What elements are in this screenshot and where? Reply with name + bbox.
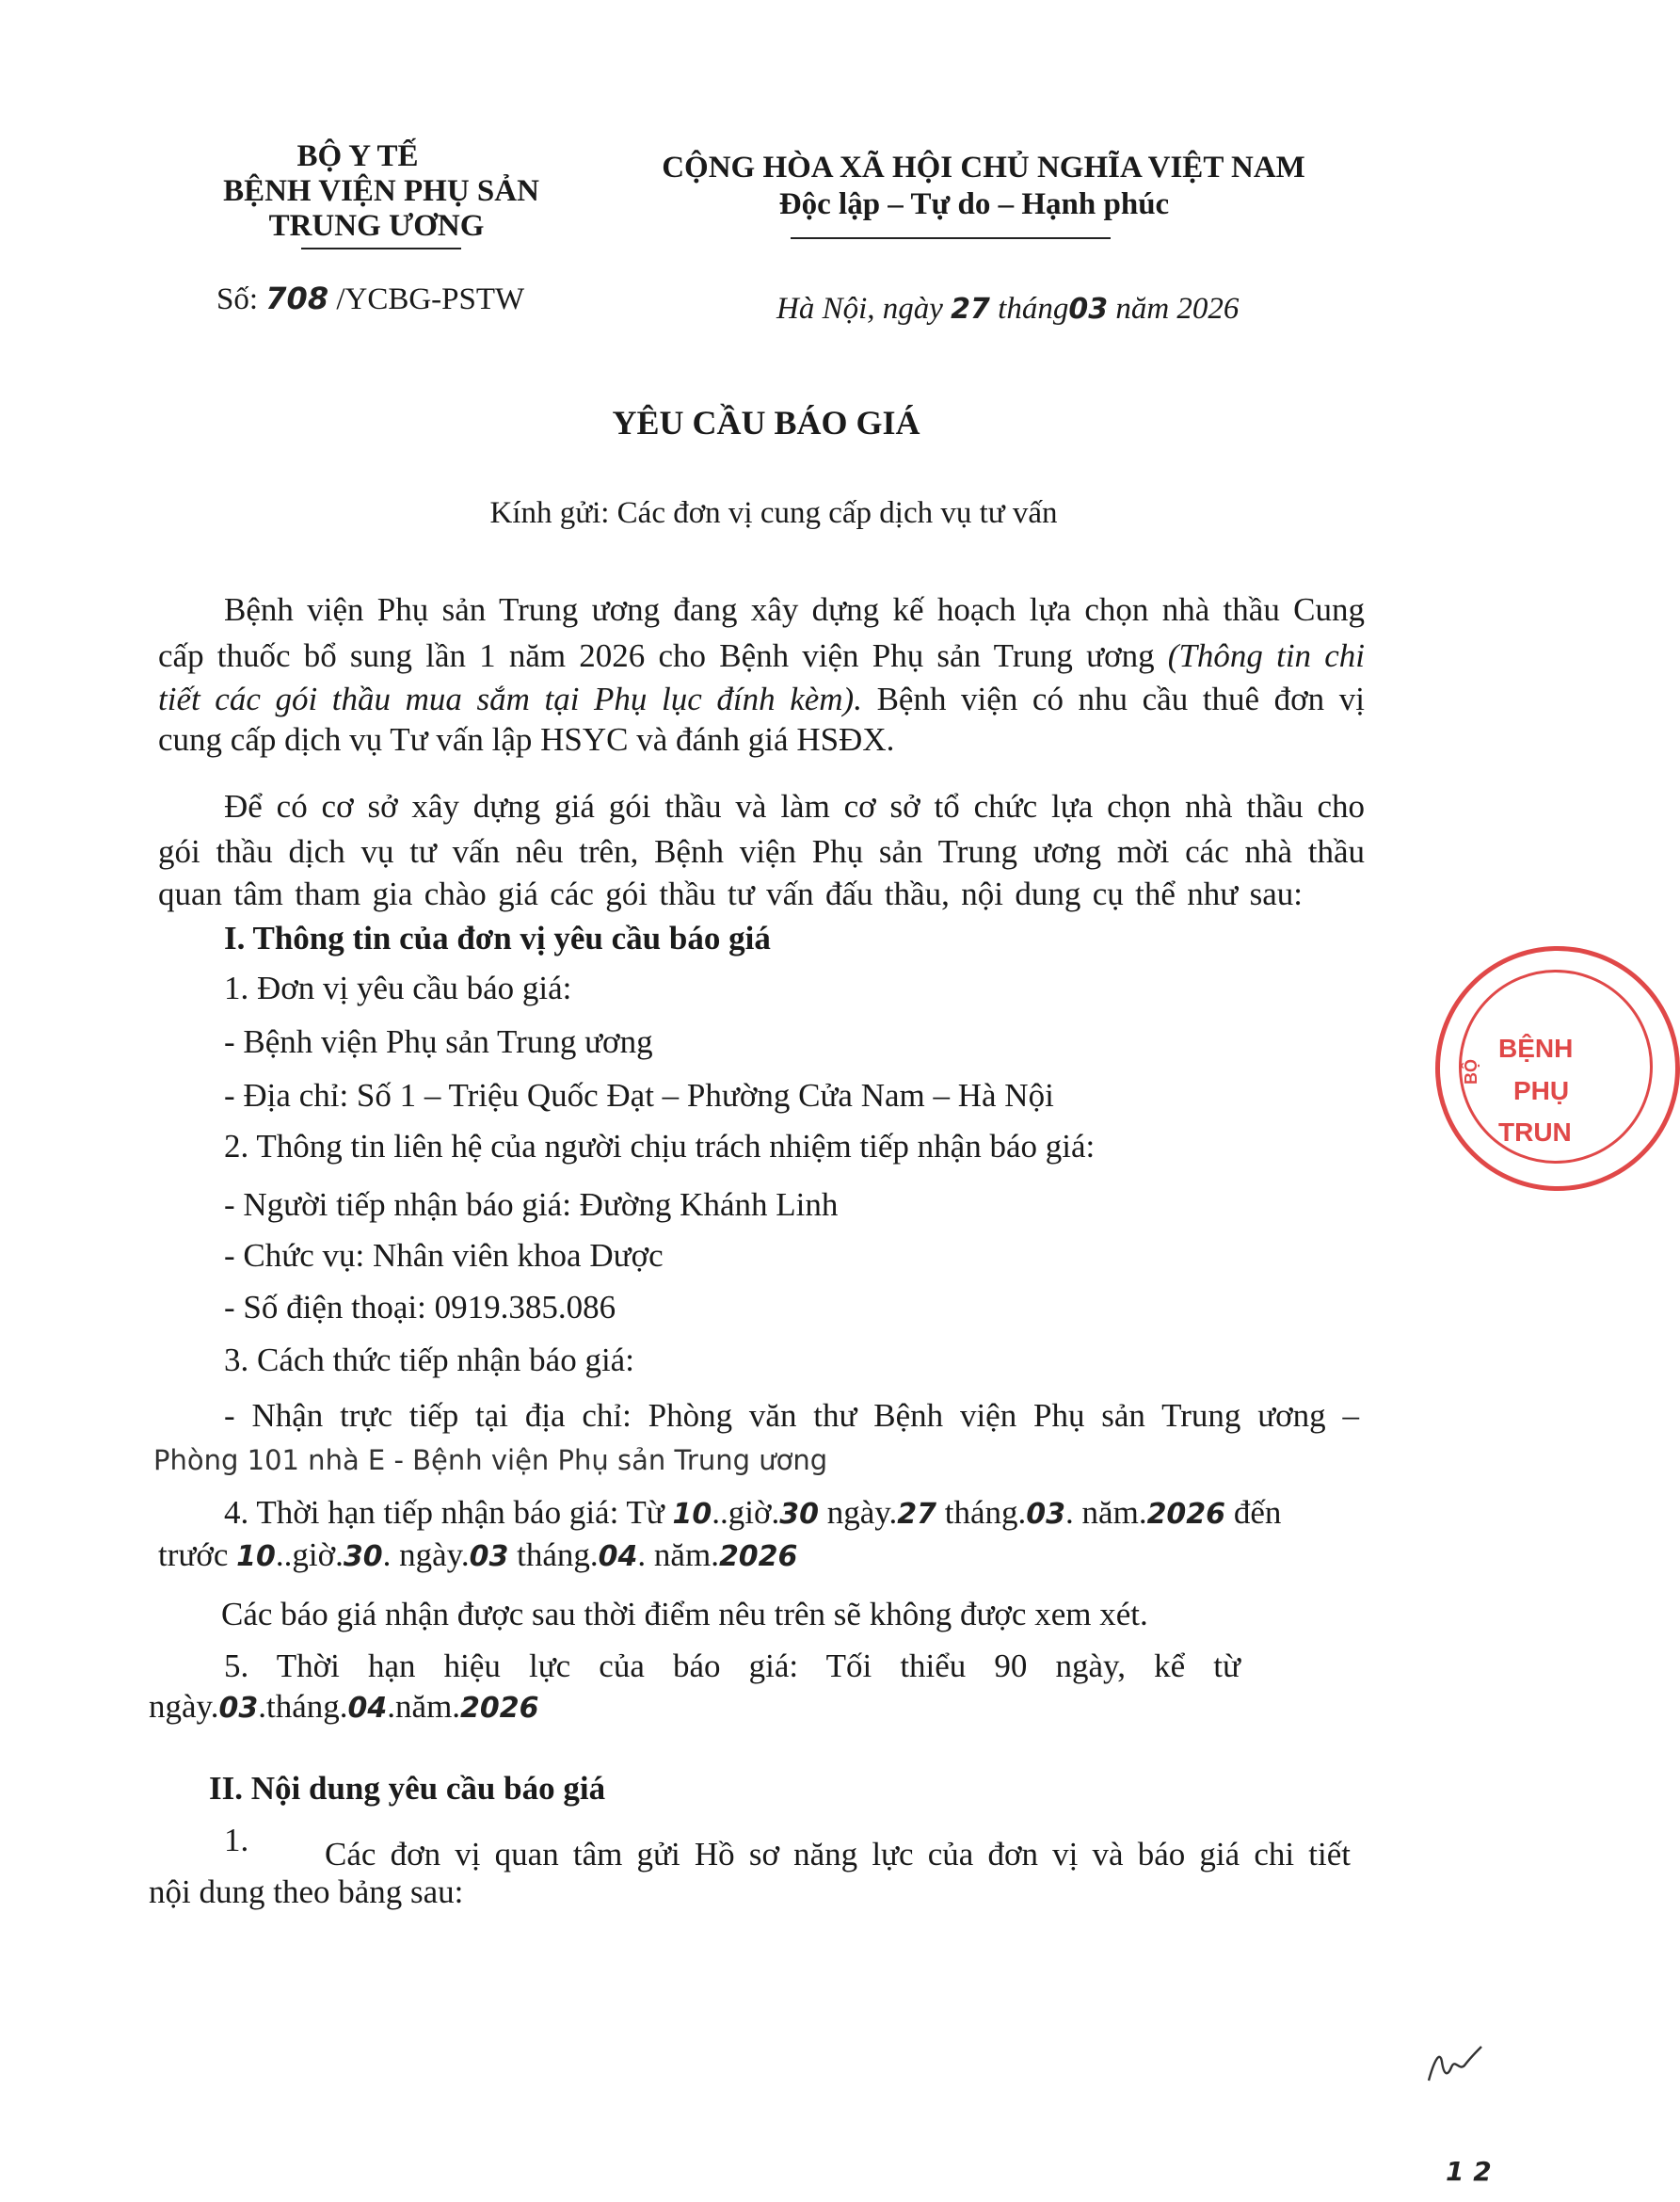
section1-item4-line2: trước 10..giờ.30. ngày.03 tháng.04. năm.2026 [158, 1536, 798, 1573]
section2-item1-line2: nội dung theo bảng sau: [149, 1873, 464, 1910]
date-prefix: Hà Nội, ngày [776, 292, 943, 326]
page-mark: 1 2 [1446, 2156, 1492, 2187]
section1-item2-c: - Số điện thoại: 0919.385.086 [224, 1289, 616, 1326]
section1-item4-line1: 4. Thời hạn tiếp nhận báo giá: Từ 10..giờ.30 ngày.27 tháng.03. năm.2026 đến [224, 1494, 1282, 1531]
intro-p2-line2: gói thầu dịch vụ tư vấn nêu trên, Bệnh viện Phụ sản Trung ương mời các nhà thầu [158, 833, 1365, 870]
section1-item3: 3. Cách thức tiếp nhận báo giá: [224, 1342, 634, 1378]
section2-heading: II. Nội dung yêu cầu báo giá [209, 1770, 606, 1807]
from-minute: 30 [779, 1498, 820, 1531]
section2-item1-line1: Các đơn vị quan tâm gửi Hồ sơ năng lực của đơn vị và báo giá chi tiết [325, 1836, 1351, 1873]
hospital-name-line1: BỆNH VIỆN PHỤ SẢN [223, 174, 539, 208]
section1-item2: 2. Thông tin liên hệ của người chịu trách nhiệm tiếp nhận báo giá: [224, 1128, 1096, 1165]
ministry-name: BỘ Y TẾ [296, 139, 419, 173]
to-minute: 30 [343, 1540, 383, 1573]
recipient-line: Kính gửi: Các đơn vị cung cấp dịch vụ tư vấn [489, 496, 1058, 530]
section1-item4-note: Các báo giá nhận được sau thời điểm nêu trên sẽ không được xem xét. [221, 1596, 1148, 1632]
date-day: 27 [951, 293, 990, 326]
header-left-underline [301, 248, 461, 249]
nation-title: CỘNG HÒA XÃ HỘI CHỦ NGHĨA VIỆT NAM [662, 151, 1305, 185]
number-handwritten: 708 [265, 281, 329, 316]
section1-item1-a: - Bệnh viện Phụ sản Trung ương [224, 1023, 653, 1060]
red-stamp: BỆNH PHỤ TRUN BỘ [1435, 946, 1680, 1191]
intro-p1-line1: Bệnh viện Phụ sản Trung ương đang xây dựng kế hoạch lựa chọn nhà thầu Cung [224, 591, 1365, 628]
number-prefix: Số: [216, 282, 259, 316]
to-month: 04 [598, 1540, 638, 1573]
intro-p1-line4: cung cấp dịch vụ Tư vấn lập HSYC và đánh giá HSĐX. [158, 721, 895, 758]
intro-p2-line1: Để có cơ sở xây dựng giá gói thầu và làm cơ sở tổ chức lựa chọn nhà thầu cho [224, 788, 1365, 825]
section1-item2-a: - Người tiếp nhận báo giá: Đường Khánh Linh [224, 1186, 839, 1223]
from-year: 2026 [1146, 1498, 1226, 1531]
from-hour: 10 [672, 1498, 712, 1531]
from-month: 03 [1026, 1498, 1066, 1531]
page-title: YÊU CẦU BÁO GIÁ [612, 404, 920, 442]
nation-motto: Độc lập – Tự do – Hạnh phúc [778, 187, 1170, 221]
date-month-label: tháng [998, 292, 1069, 326]
to-year: 2026 [718, 1540, 798, 1573]
validity-day: 03 [218, 1692, 259, 1725]
to-day: 03 [469, 1540, 509, 1573]
section1-heading: I. Thông tin của đơn vị yêu cầu báo giá [224, 920, 771, 956]
number-suffix: /YCBG-PSTW [336, 282, 525, 316]
section1-item5-line1: 5. Thời hạn hiệu lực của báo giá: Tối thiểu 90 ngày, kể từ [224, 1647, 1240, 1684]
from-day: 27 [897, 1498, 937, 1531]
section1-item2-b: - Chức vụ: Nhân viên khoa Dược [224, 1237, 664, 1274]
date-year: năm 2026 [1115, 292, 1240, 326]
intro-p1-line3: tiết các gói thầu mua sắm tại Phụ lục đính kèm). Bệnh viện có nhu cầu thuê đơn vị [158, 681, 1366, 717]
intro-p2-line3: quan tâm tham gia chào giá các gói thầu tư vấn đấu thầu, nội dung cụ thể như sau: [158, 876, 1303, 912]
section1-item3-a: - Nhận trực tiếp tại địa chỉ: Phòng văn thư Bệnh viện Phụ sản Trung ương – [224, 1397, 1359, 1434]
section1-item3-b: Phòng 101 nhà E - Bệnh viện Phụ sản Trung ương [153, 1444, 828, 1476]
document-number [216, 281, 524, 317]
date-month: 03 [1068, 293, 1109, 326]
hospital-name-line2: TRUNG ƯƠNG [268, 209, 485, 243]
document-date [776, 292, 1239, 327]
validity-month: 04 [347, 1692, 388, 1725]
section1-item1: 1. Đơn vị yêu cầu báo giá: [224, 970, 572, 1006]
section2-item1-num: 1. [224, 1822, 249, 1858]
to-hour: 10 [236, 1540, 276, 1573]
validity-year: 2026 [460, 1692, 539, 1725]
section1-item5-line2: ngày.03.tháng.04.năm.2026 [149, 1688, 539, 1725]
motto-underline [791, 237, 1111, 239]
initials-signature [1421, 2033, 1487, 2099]
intro-p1-line2: cấp thuốc bổ sung lần 1 năm 2026 cho Bệnh viện Phụ sản Trung ương (Thông tin chi [158, 637, 1366, 674]
section1-item1-b: - Địa chỉ: Số 1 – Triệu Quốc Đạt – Phường Cửa Nam – Hà Nội [224, 1077, 1054, 1114]
